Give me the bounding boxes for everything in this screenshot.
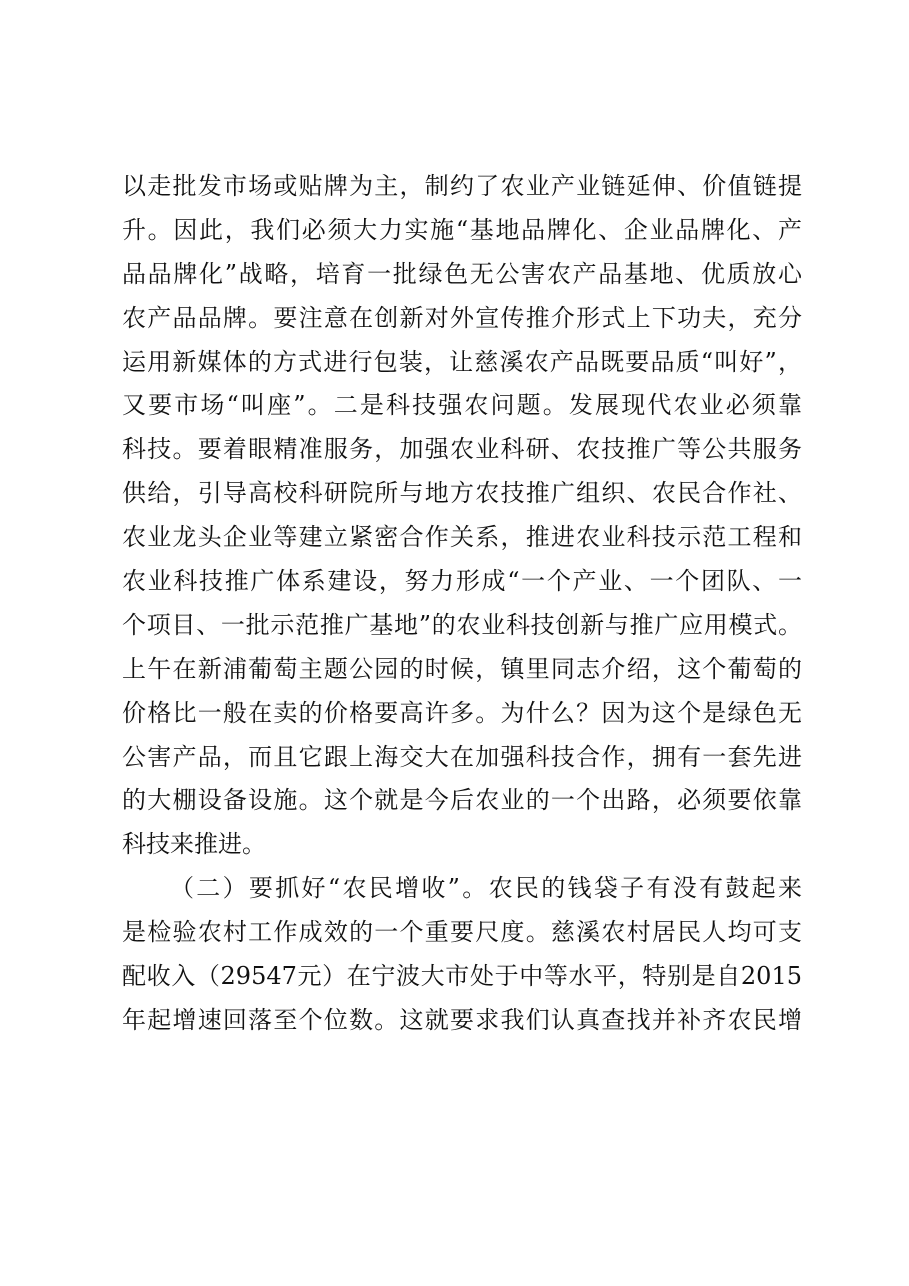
text-line: 供给，引导高校科研院所与地方农技推广组织、农民合作社、 [122,479,802,508]
text-line: 的大棚设备设施。这个就是今后农业的一个出路，必须要依靠 [122,786,802,815]
text-line: 价格比一般在卖的价格要高许多。为什么？因为这个是绿色无 [122,698,802,727]
text-line: 上午在新浦葡萄主题公园的时候，镇里同志介绍，这个葡萄的 [122,654,802,683]
text-line: 个项目、一批示范推广基地”的农业科技创新与推广应用模式。 [122,610,802,639]
text-line: 是检验农村工作成效的一个重要尺度。慈溪农村居民人均可支 [122,918,802,947]
text-line: 年起增速回落至个位数。这就要求我们认真查找并补齐农民增 [122,1005,802,1034]
paragraph-end-line: 科技来推进。 [122,830,266,859]
text-line: 农产品品牌。要注意在创新对外宣传推介形式上下功夫，充分 [122,303,802,332]
text-line: 农业龙头企业等建立紧密合作关系，推进农业科技示范工程和 [122,523,802,552]
text-line: 升。因此，我们必须大力实施“基地品牌化、企业品牌化、产 [122,215,802,244]
text-line: 以走批发市场或贴牌为主，制约了农业产业链延伸、价值链提 [122,172,802,200]
text-line: 品品牌化”战略，培育一批绿色无公害农产品基地、优质放心 [122,259,802,288]
text-line: 科技。要着眼精准服务，加强农业科研、农技推广等公共服务 [122,435,802,464]
text-line: 配收入（29547元）在宁波大市处于中等水平，特别是自2015 [122,962,802,991]
text-line: 公害产品，而且它跟上海交大在加强科技合作，拥有一套先进 [122,742,802,771]
body-text [122,165,802,1043]
text-line: 运用新媒体的方式进行包装，让慈溪农产品既要品质“叫好”， [122,347,802,376]
text-line: 农业科技推广体系建设，努力形成“一个产业、一个团队、一 [122,567,802,596]
section-heading-line: （二）要抓好“农民增收”。农民的钱袋子有没有鼓起来 [170,874,802,903]
text-line: 又要市场“叫座”。二是科技强农问题。发展现代农业必须靠 [122,391,802,420]
